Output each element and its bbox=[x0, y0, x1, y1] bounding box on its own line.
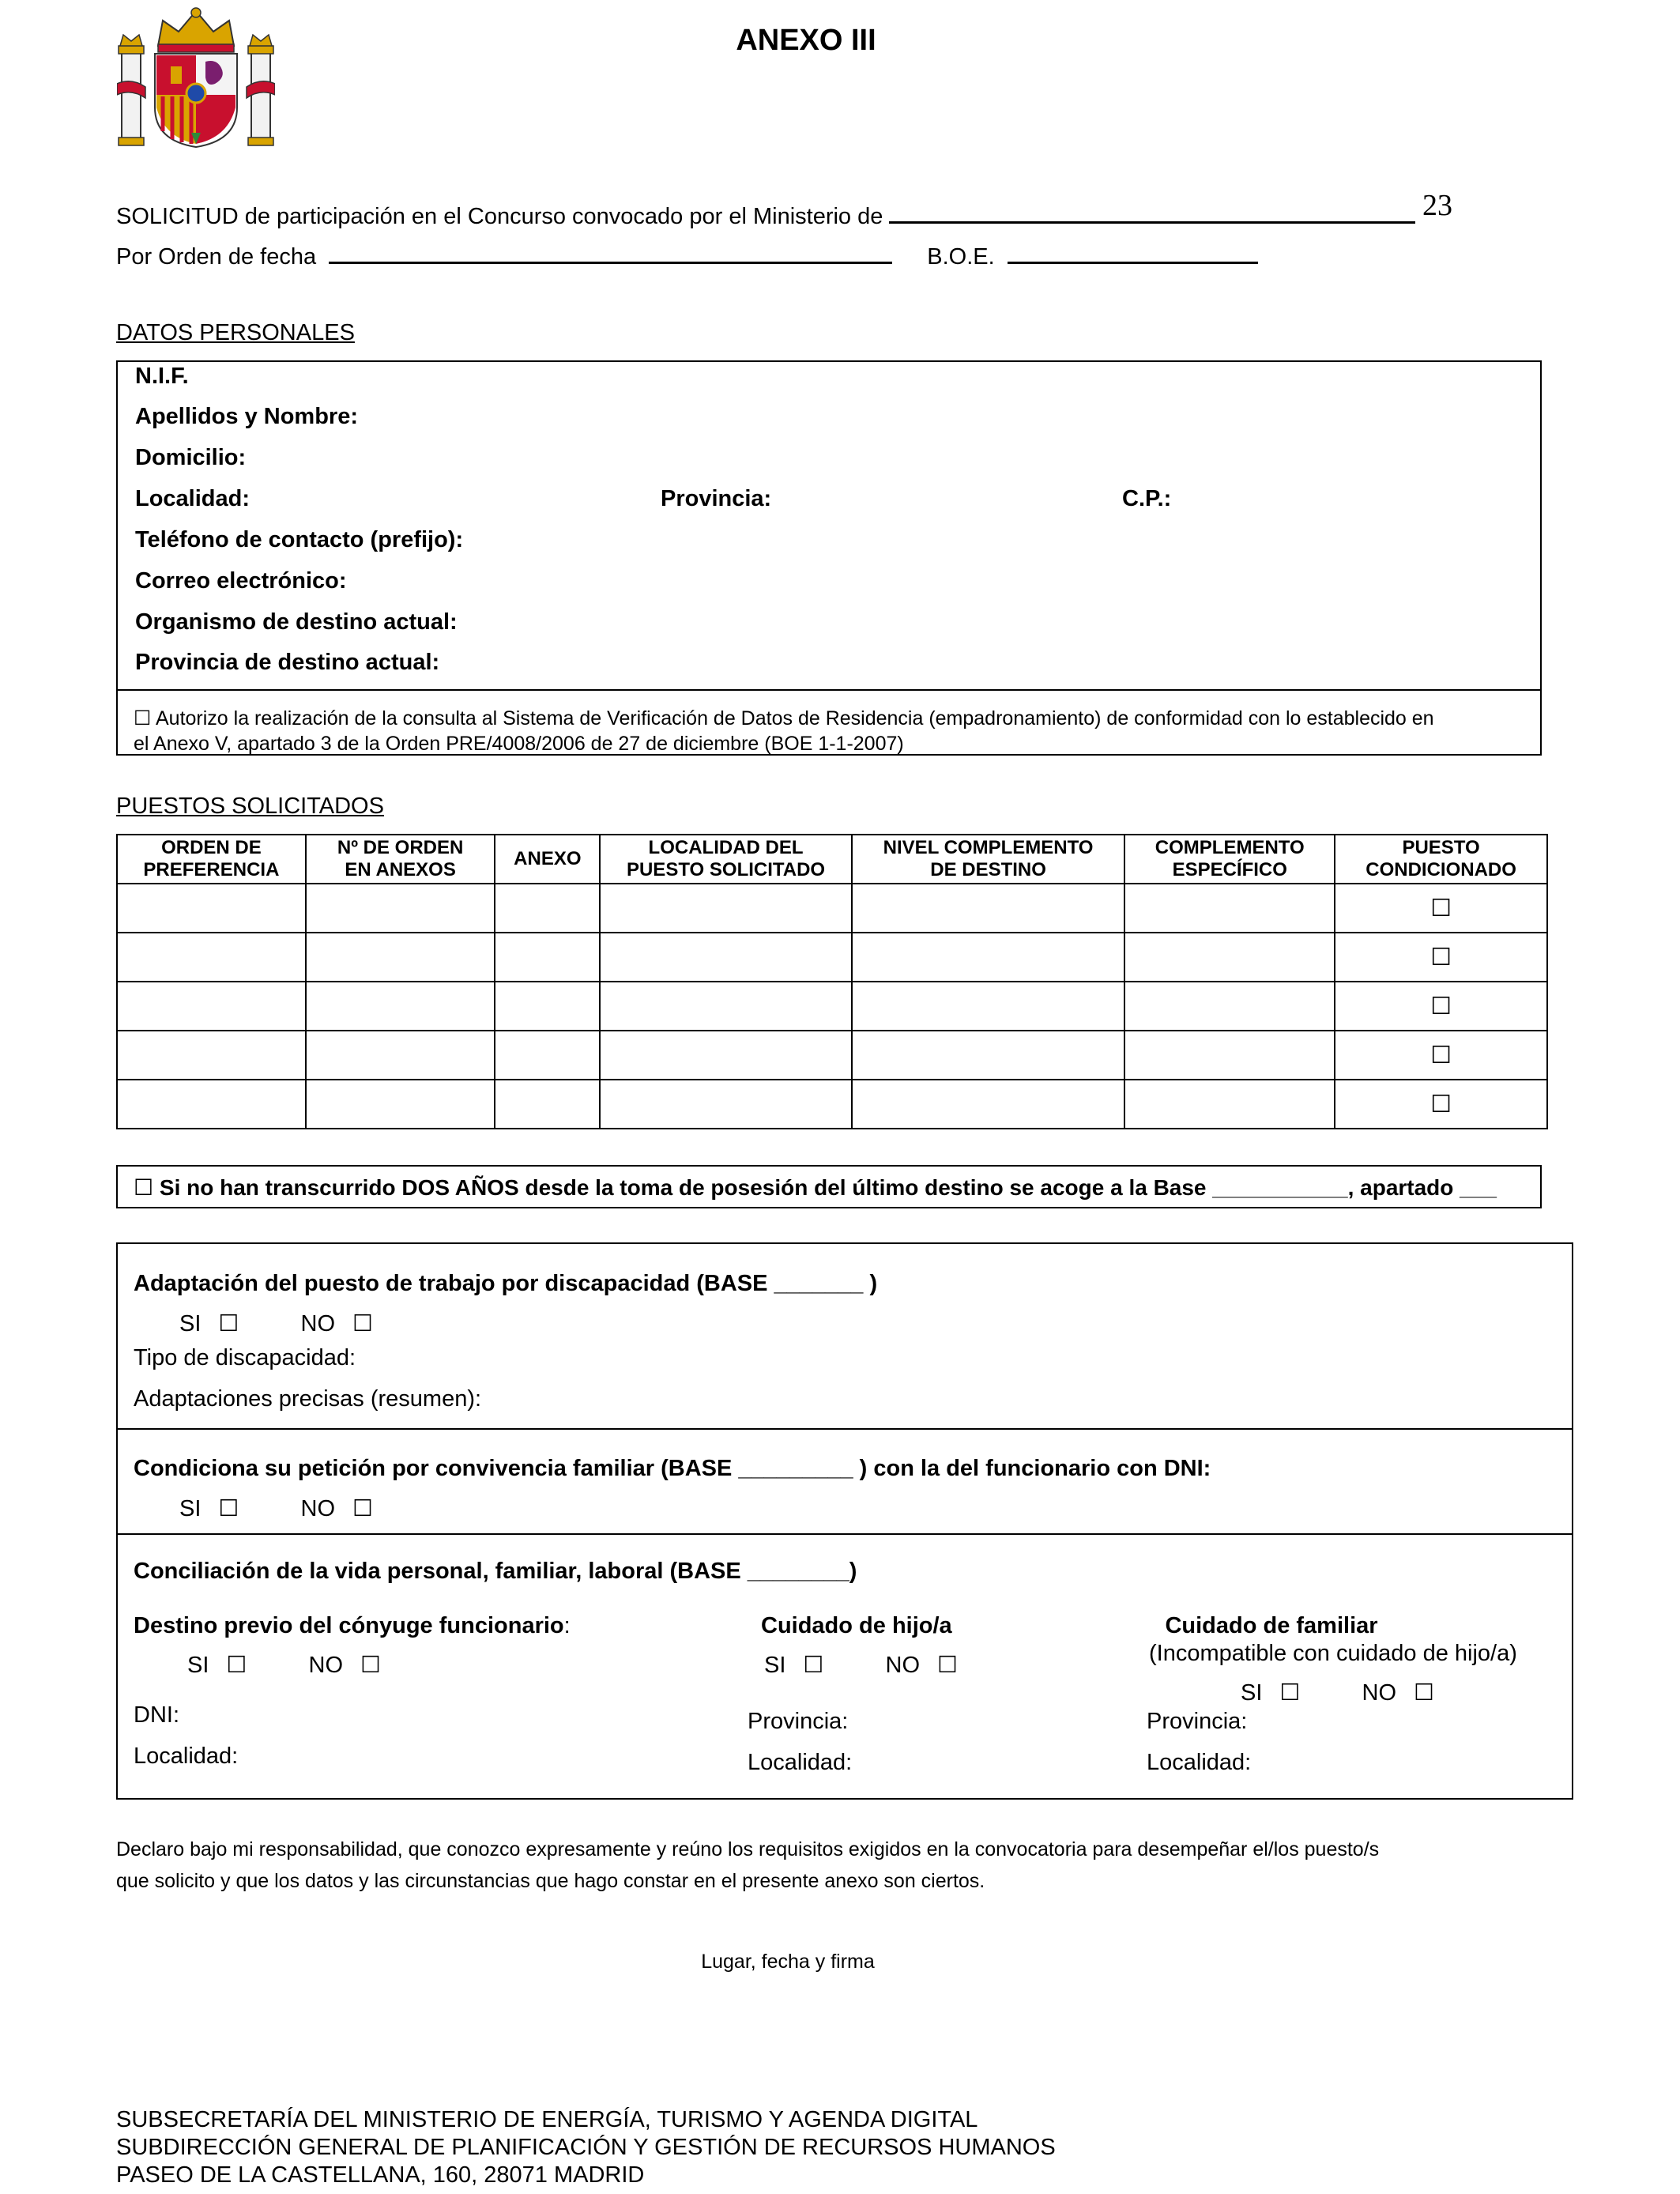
hijo-si-no: SI ☐ NO ☐ bbox=[764, 1651, 959, 1678]
boe-label: B.O.E. bbox=[927, 244, 995, 270]
footer-line3: PASEO DE LA CASTELLANA, 160, 28071 MADRID bbox=[116, 2162, 645, 2188]
cell-anexo[interactable] bbox=[495, 982, 600, 1031]
hijo-provincia-label: Provincia: bbox=[748, 1709, 849, 1734]
col-complemento-especifico: COMPLEMENTO ESPECÍFICO bbox=[1124, 835, 1335, 884]
condicionado-checkbox[interactable]: ☐ bbox=[1430, 943, 1452, 971]
convivencia-no-checkbox[interactable]: ☐ bbox=[352, 1495, 374, 1521]
convivencia-title: Condiciona su petición por convivencia familiar (BASE _________ ) con la del funcionario con DNI: bbox=[134, 1456, 1211, 1481]
condicionado-checkbox[interactable]: ☐ bbox=[1430, 894, 1452, 922]
page-number: 23 bbox=[1422, 189, 1452, 222]
orden-fecha-field[interactable] bbox=[329, 243, 892, 264]
autorizo-line1: Autorizo la realización de la consulta al Sistema de Verificación de Datos de Residencia (empadronamiento) de conformidad con lo establecido en bbox=[156, 707, 1434, 729]
telefono-label: Teléfono de contacto (prefijo): bbox=[135, 527, 464, 552]
hijo-no-checkbox[interactable]: ☐ bbox=[937, 1651, 959, 1678]
dos-anos-box bbox=[116, 1165, 1542, 1208]
puestos-table bbox=[116, 834, 1548, 1129]
divider bbox=[118, 1428, 1572, 1430]
declaracion-line2: que solicito y que los datos y las circunstancias que hago constar en el presente anexo son ciertos. bbox=[116, 1870, 985, 1892]
cell-numero[interactable] bbox=[306, 1031, 495, 1080]
declaracion-line1: Declaro bajo mi responsabilidad, que conozco expresamente y reúno los requisitos exigidos en la convocatoria para desempeñar el/los puesto/s bbox=[116, 1838, 1380, 1860]
familiar-subtitle: (Incompatible con cuidado de hijo/a) bbox=[1149, 1641, 1517, 1666]
cell-condicionado bbox=[1335, 982, 1547, 1031]
boe-field[interactable] bbox=[1008, 243, 1258, 264]
cell-condicionado bbox=[1335, 933, 1547, 982]
cell-complemento[interactable] bbox=[1124, 884, 1335, 933]
declaracion-text bbox=[116, 1834, 1379, 1897]
conciliacion-title: Conciliación de la vida personal, familiar, laboral (BASE ________) bbox=[134, 1559, 857, 1584]
autorizo-checkbox[interactable]: ☐ bbox=[134, 707, 152, 729]
autorizo-divider bbox=[118, 689, 1540, 691]
cell-anexo[interactable] bbox=[495, 933, 600, 982]
footer-line2: SUBDIRECCIÓN GENERAL DE PLANIFICACIÓN Y GESTIÓN DE RECURSOS HUMANOS bbox=[116, 2135, 1056, 2160]
autorizo-line2: el Anexo V, apartado 3 de la Orden PRE/4008/2006 de 27 de diciembre (BOE 1-1-2007) bbox=[134, 733, 904, 755]
familiar-title-block bbox=[1098, 1613, 1445, 1639]
conyuge-dni-label: DNI: bbox=[134, 1702, 179, 1728]
condicionado-checkbox[interactable]: ☐ bbox=[1430, 1090, 1452, 1118]
ministerio-field[interactable] bbox=[889, 202, 1415, 224]
cell-orden[interactable] bbox=[117, 933, 306, 982]
familiar-si-no: SI ☐ NO ☐ bbox=[1241, 1679, 1435, 1706]
puestos-heading: PUESTOS SOLICITADOS bbox=[116, 794, 384, 819]
familiar-localidad-label: Localidad: bbox=[1147, 1750, 1252, 1775]
cell-localidad[interactable] bbox=[600, 982, 852, 1031]
cell-localidad[interactable] bbox=[600, 933, 852, 982]
cell-orden[interactable] bbox=[117, 1080, 306, 1129]
familiar-no-checkbox[interactable]: ☐ bbox=[1414, 1679, 1435, 1706]
table-row bbox=[117, 884, 1547, 933]
cp-label: C.P.: bbox=[1122, 486, 1172, 511]
adaptaciones-label: Adaptaciones precisas (resumen): bbox=[134, 1386, 482, 1412]
cell-numero[interactable] bbox=[306, 933, 495, 982]
dos-anos-text: ☐ Si no han transcurrido DOS AÑOS desde la toma de posesión del último destino se acoge a la Base ___________, apartado ___ bbox=[134, 1174, 1497, 1201]
cell-nivel[interactable] bbox=[852, 1031, 1125, 1080]
apellidos-label: Apellidos y Nombre: bbox=[135, 404, 358, 429]
conyuge-no-checkbox[interactable]: ☐ bbox=[360, 1651, 382, 1678]
divider bbox=[118, 1533, 1572, 1535]
cell-complemento[interactable] bbox=[1124, 1031, 1335, 1080]
firma-label: Lugar, fecha y firma bbox=[701, 1951, 875, 1973]
cell-nivel[interactable] bbox=[852, 884, 1125, 933]
tipo-discapacidad-label: Tipo de discapacidad: bbox=[134, 1345, 356, 1370]
situaciones-box bbox=[116, 1242, 1573, 1800]
cell-condicionado bbox=[1335, 884, 1547, 933]
cell-anexo[interactable] bbox=[495, 884, 600, 933]
datos-personales-box bbox=[116, 360, 1542, 756]
hijo-si-checkbox[interactable]: ☐ bbox=[803, 1651, 824, 1678]
cell-complemento[interactable] bbox=[1124, 933, 1335, 982]
cell-localidad[interactable] bbox=[600, 884, 852, 933]
nif-label: N.I.F. bbox=[135, 364, 189, 389]
table-row bbox=[117, 1080, 1547, 1129]
cell-localidad[interactable] bbox=[600, 1080, 852, 1129]
conyuge-si-checkbox[interactable]: ☐ bbox=[226, 1651, 247, 1678]
cell-orden[interactable] bbox=[117, 884, 306, 933]
cell-orden[interactable] bbox=[117, 1031, 306, 1080]
provincia-destino-label: Provincia de destino actual: bbox=[135, 650, 440, 675]
cell-condicionado bbox=[1335, 1080, 1547, 1129]
table-row bbox=[117, 982, 1547, 1031]
request-line-orden bbox=[116, 243, 1258, 270]
col-puesto-condicionado: PUESTO CONDICIONADO bbox=[1335, 835, 1547, 884]
cell-nivel[interactable] bbox=[852, 1080, 1125, 1129]
organismo-label: Organismo de destino actual: bbox=[135, 609, 458, 635]
familiar-si-checkbox[interactable]: ☐ bbox=[1279, 1679, 1301, 1706]
cell-nivel[interactable] bbox=[852, 982, 1125, 1031]
datos-personales-heading: DATOS PERSONALES bbox=[116, 320, 355, 345]
col-numero-orden: Nº DE ORDEN EN ANEXOS bbox=[306, 835, 495, 884]
familiar-provincia-label: Provincia: bbox=[1147, 1709, 1248, 1734]
page-title: ANEXO III bbox=[736, 24, 876, 57]
puestos-header-row bbox=[117, 835, 1547, 884]
conyuge-localidad-label: Localidad: bbox=[134, 1744, 239, 1769]
provincia-label: Provincia: bbox=[661, 486, 772, 511]
cell-localidad[interactable] bbox=[600, 1031, 852, 1080]
cell-anexo[interactable] bbox=[495, 1080, 600, 1129]
cell-nivel[interactable] bbox=[852, 933, 1125, 982]
domicilio-label: Domicilio: bbox=[135, 445, 247, 470]
dos-anos-checkbox[interactable]: ☐ bbox=[134, 1174, 154, 1201]
col-orden-preferencia: ORDEN DE PREFERENCIA bbox=[117, 835, 306, 884]
convivencia-si-no: SI ☐ NO ☐ bbox=[179, 1495, 374, 1521]
cell-complemento[interactable] bbox=[1124, 982, 1335, 1031]
cell-anexo[interactable] bbox=[495, 1031, 600, 1080]
cell-orden[interactable] bbox=[117, 982, 306, 1031]
hijo-title: Cuidado de hijo/a bbox=[761, 1613, 952, 1638]
request-line-ministerio bbox=[116, 202, 1415, 230]
adaptacion-si-checkbox[interactable]: ☐ bbox=[218, 1310, 239, 1336]
condicionado-checkbox[interactable]: ☐ bbox=[1430, 1041, 1452, 1069]
cell-numero[interactable] bbox=[306, 884, 495, 933]
conyuge-si-no: SI ☐ NO ☐ bbox=[187, 1651, 382, 1678]
adaptacion-title: Adaptación del puesto de trabajo por discapacidad (BASE _______ ) bbox=[134, 1271, 878, 1296]
convivencia-si-checkbox[interactable]: ☐ bbox=[218, 1495, 239, 1521]
col-anexo: ANEXO bbox=[495, 835, 600, 884]
autorizo-text bbox=[134, 705, 1434, 732]
correo-label: Correo electrónico: bbox=[135, 568, 347, 594]
cell-complemento[interactable] bbox=[1124, 1080, 1335, 1129]
footer-address bbox=[116, 2106, 1056, 2189]
familiar-title: Cuidado de familiar bbox=[1165, 1613, 1378, 1638]
col-localidad: LOCALIDAD DEL PUESTO SOLICITADO bbox=[600, 835, 852, 884]
footer-line1: SUBSECRETARÍA DEL MINISTERIO DE ENERGÍA, TURISMO Y AGENDA DIGITAL bbox=[116, 2107, 978, 2132]
cell-condicionado bbox=[1335, 1031, 1547, 1080]
table-row bbox=[117, 933, 1547, 982]
cell-numero[interactable] bbox=[306, 1080, 495, 1129]
table-row bbox=[117, 1031, 1547, 1080]
condicionado-checkbox[interactable]: ☐ bbox=[1430, 992, 1452, 1020]
request-ministerio-label: SOLICITUD de participación en el Concurso convocado por el Ministerio de bbox=[116, 204, 883, 229]
cell-numero[interactable] bbox=[306, 982, 495, 1031]
adaptacion-si-no: SI ☐ NO ☐ bbox=[179, 1310, 374, 1336]
orden-fecha-label: Por Orden de fecha bbox=[116, 244, 317, 270]
localidad-label: Localidad: bbox=[135, 486, 250, 511]
col-nivel-complemento: NIVEL COMPLEMENTO DE DESTINO bbox=[852, 835, 1125, 884]
conyuge-title: Destino previo del cónyuge funcionario: bbox=[134, 1613, 571, 1638]
hijo-localidad-label: Localidad: bbox=[748, 1750, 853, 1775]
adaptacion-no-checkbox[interactable]: ☐ bbox=[352, 1310, 374, 1336]
